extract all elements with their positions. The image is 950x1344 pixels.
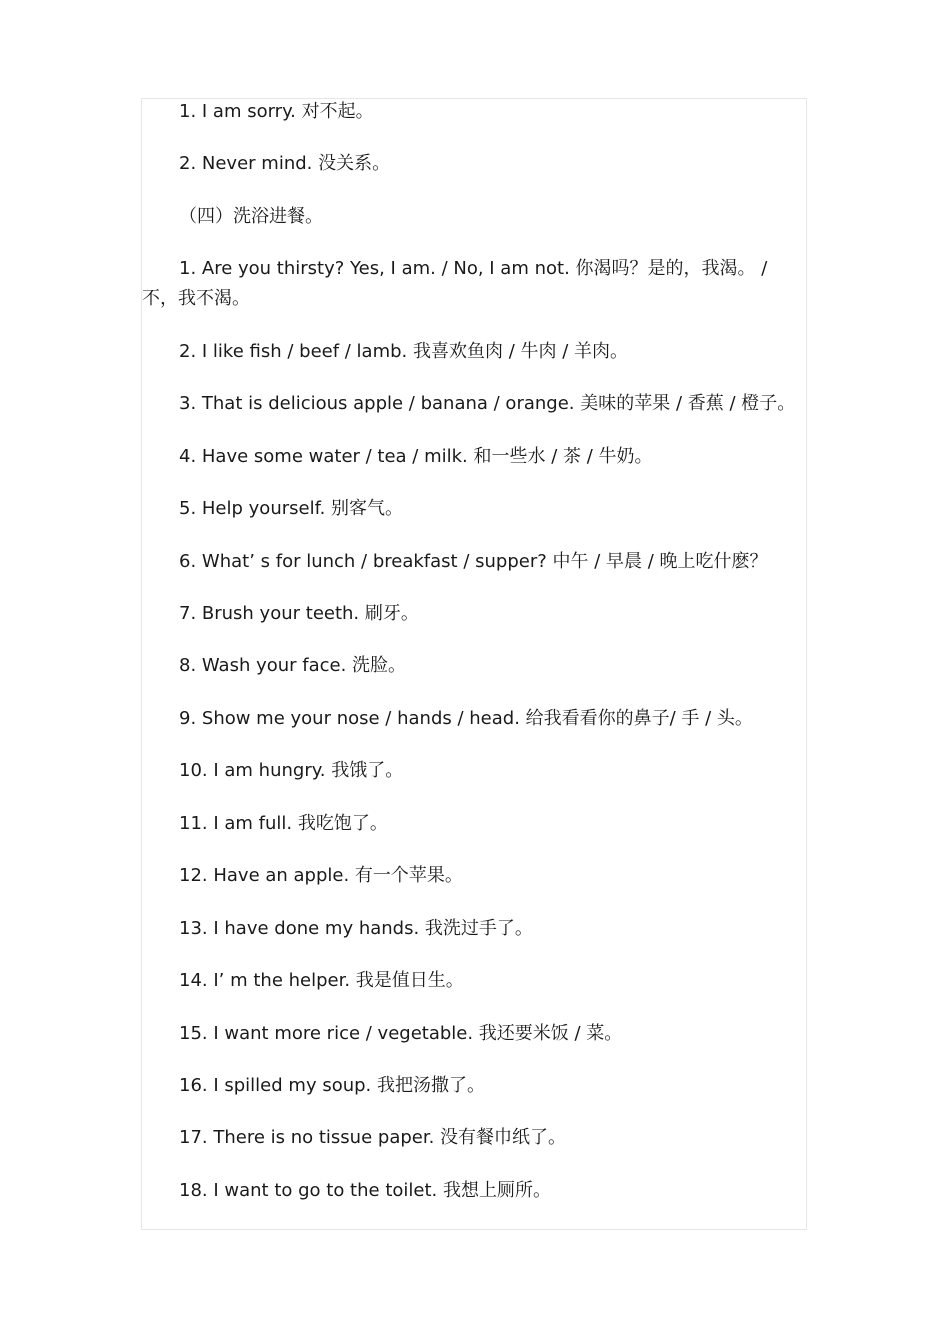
line-20: 17. There is no tissue paper. 没有餐巾纸了。: [179, 1127, 567, 1148]
line-7: 4. Have some water / tea / milk. 和一些水 / 茶 / 牛奶。: [179, 446, 653, 467]
line-8: 5. Help yourself. 别客气。: [179, 498, 404, 519]
line-18: 15. I want more rice / vegetable. 我还要米饭 / 菜。: [179, 1023, 623, 1044]
line-13: 10. I am hungry. 我饿了。: [179, 760, 404, 781]
line-6: 3. That is delicious apple / banana / orange. 美味的苹果 / 香蕉 / 橙子。: [179, 393, 796, 414]
line-19: 16. I spilled my soup. 我把汤撒了。: [179, 1075, 485, 1096]
line-1: 1. I am sorry. 对不起。: [179, 101, 374, 122]
line-12: 9. Show me your nose / hands / head. 给我看看你的鼻子/ 手 / 头。: [179, 708, 753, 729]
line-9: 6. What’ s for lunch / breakfast / supper? 中午 / 早晨 / 晚上吃什麽？: [179, 551, 768, 572]
section-heading: （四）洗浴进餐。: [179, 206, 323, 227]
line-16: 13. I have done my hands. 我洗过手了。: [179, 918, 533, 939]
line-15: 12. Have an apple. 有一个苹果。: [179, 865, 463, 886]
line-5: 2. I like fish / beef / lamb. 我喜欢鱼肉 / 牛肉 / 羊肉。: [179, 341, 629, 362]
line-21: 18. I want to go to the toilet. 我想上厕所。: [179, 1180, 551, 1201]
line-2: 2. Never mind. 没关系。: [179, 153, 391, 174]
line-11: 8. Wash your face. 洗脸。: [179, 655, 407, 676]
line-17: 14. I’ m the helper. 我是值日生。: [179, 970, 464, 991]
line-4: 1. Are you thirsty? Yes, I am. / No, I am not. 你渴吗？是的，我渴。 / 不，我不渴。: [142, 258, 768, 309]
line-10: 7. Brush your teeth. 刷牙。: [179, 603, 419, 624]
line-14: 11. I am full. 我吃饱了。: [179, 813, 388, 834]
